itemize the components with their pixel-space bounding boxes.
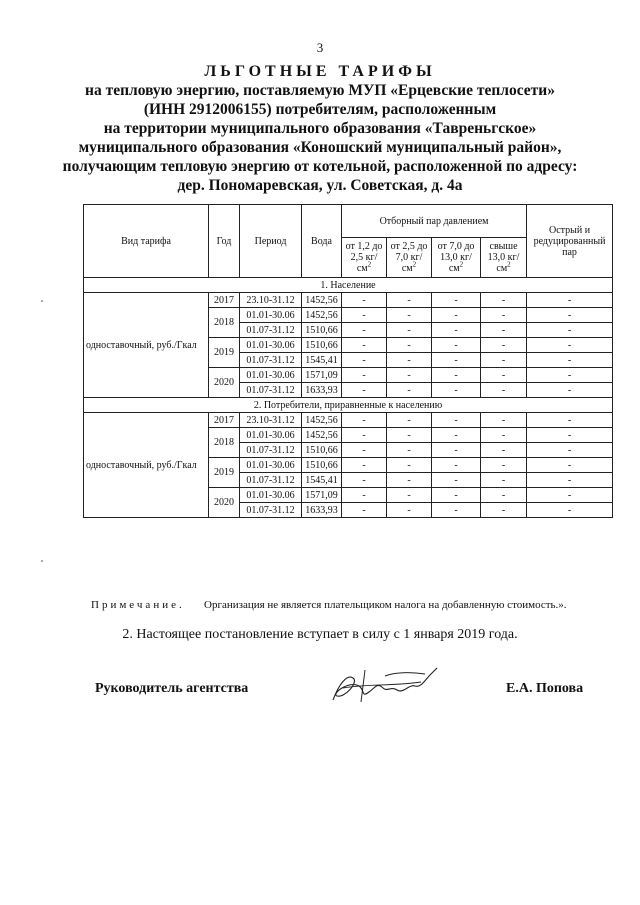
value-cell: - [432, 368, 481, 383]
value-cell: - [432, 443, 481, 458]
value-cell: - [527, 443, 613, 458]
water-cell: 1510,66 [302, 458, 342, 473]
value-cell: - [432, 503, 481, 518]
water-cell: 1545,41 [302, 353, 342, 368]
value-cell: - [527, 428, 613, 443]
value-cell: - [481, 323, 527, 338]
value-cell: - [432, 338, 481, 353]
tariff-type-cell: одноставочный, руб./Гкал [84, 293, 209, 398]
decree-text: 2. Настоящее постановление вступает в силу с 1 января 2019 года. [122, 627, 518, 642]
value-cell: - [432, 428, 481, 443]
header-tariff-type: Вид тарифа [84, 205, 209, 278]
water-cell: 1452,56 [302, 413, 342, 428]
year-cell: 2019 [209, 458, 240, 488]
value-cell: - [387, 458, 432, 473]
value-cell: - [387, 473, 432, 488]
steam-unit-sup: 2 [412, 260, 417, 269]
value-cell: - [481, 428, 527, 443]
water-cell: 1571,09 [302, 488, 342, 503]
steam-range: свыше 13,0 [487, 241, 518, 263]
value-cell: - [481, 293, 527, 308]
header-water: Вода [302, 205, 342, 278]
year-cell: 2020 [209, 368, 240, 398]
water-cell: 1452,56 [302, 293, 342, 308]
year-cell: 2017 [209, 293, 240, 308]
value-cell: - [342, 488, 387, 503]
water-cell: 1571,09 [302, 368, 342, 383]
table-row [84, 293, 613, 308]
section-title: 2. Потребители, приравненные к населению [84, 398, 613, 413]
value-cell: - [527, 383, 613, 398]
steam-unit: кг/см [496, 252, 520, 274]
value-cell: - [527, 353, 613, 368]
value-cell: - [387, 368, 432, 383]
title-line: дер. Пономаревская, ул. Советская, д. 4а [177, 177, 463, 194]
period-cell: 01.01-30.06 [240, 458, 302, 473]
value-cell: - [432, 323, 481, 338]
value-cell: - [387, 428, 432, 443]
tariffs-table [83, 204, 613, 518]
value-cell: - [527, 488, 613, 503]
steam-range: от 2,5 до 7,0 [390, 241, 428, 263]
value-cell: - [387, 308, 432, 323]
water-cell: 1510,66 [302, 338, 342, 353]
value-cell: - [342, 368, 387, 383]
steam-unit: кг/см [356, 252, 378, 274]
period-cell: 01.01-30.06 [240, 338, 302, 353]
header-steam-col [432, 238, 481, 278]
value-cell: - [527, 458, 613, 473]
title-line: на тепловую энергию, поставляемую МУП «Ерцевские теплосети» [85, 82, 555, 99]
water-cell: 1510,66 [302, 443, 342, 458]
margin-mark [41, 300, 43, 302]
note-label: Примечание. [91, 599, 185, 611]
water-cell: 1510,66 [302, 323, 342, 338]
header-steam-group: Отборный пар давлением [342, 205, 527, 238]
value-cell: - [342, 353, 387, 368]
tariff-type-cell: одноставочный, руб./Гкал [84, 413, 209, 518]
value-cell: - [387, 383, 432, 398]
value-cell: - [342, 293, 387, 308]
section-row [84, 278, 613, 293]
value-cell: - [527, 368, 613, 383]
year-cell: 2020 [209, 488, 240, 518]
header-steam-col [342, 238, 387, 278]
value-cell: - [342, 458, 387, 473]
steam-unit-sup: 2 [459, 260, 464, 269]
value-cell: - [387, 338, 432, 353]
value-cell: - [432, 458, 481, 473]
value-cell: - [342, 338, 387, 353]
value-cell: - [342, 413, 387, 428]
section-title: 1. Население [84, 278, 613, 293]
value-cell: - [387, 443, 432, 458]
period-cell: 01.07-31.12 [240, 503, 302, 518]
value-cell: - [481, 368, 527, 383]
value-cell: - [481, 473, 527, 488]
water-cell: 1452,56 [302, 428, 342, 443]
table-row [84, 413, 613, 428]
period-cell: 01.01-30.06 [240, 308, 302, 323]
value-cell: - [527, 413, 613, 428]
value-cell: - [527, 323, 613, 338]
title-line: муниципального образования «Коношский муниципальный район», [78, 139, 562, 156]
value-cell: - [387, 293, 432, 308]
value-cell: - [481, 413, 527, 428]
header-period: Период [240, 205, 302, 278]
value-cell: - [527, 473, 613, 488]
header-year: Год [209, 205, 240, 278]
note-text: Организация не является плательщиком налога на добавленную стоимость.». [204, 599, 567, 611]
water-cell: 1633,93 [302, 503, 342, 518]
header-steam-col [481, 238, 527, 278]
value-cell: - [432, 473, 481, 488]
value-cell: - [342, 383, 387, 398]
period-cell: 01.07-31.12 [240, 443, 302, 458]
value-cell: - [481, 503, 527, 518]
period-cell: 01.01-30.06 [240, 428, 302, 443]
period-cell: 23.10-31.12 [240, 293, 302, 308]
value-cell: - [342, 323, 387, 338]
water-cell: 1452,56 [302, 308, 342, 323]
steam-unit: кг/см [448, 252, 472, 274]
signatory-name: Е.А. Попова [506, 681, 584, 696]
title-main: ЛЬГОТНЫЕ ТАРИФЫ [204, 63, 436, 80]
water-cell: 1633,93 [302, 383, 342, 398]
value-cell: - [481, 383, 527, 398]
page-number: 3 [316, 40, 324, 55]
value-cell: - [432, 383, 481, 398]
period-cell: 01.07-31.12 [240, 383, 302, 398]
value-cell: - [527, 293, 613, 308]
steam-range: от 1,2 до 2,5 [345, 241, 383, 263]
header-steam-col [387, 238, 432, 278]
value-cell: - [387, 323, 432, 338]
value-cell: - [481, 443, 527, 458]
value-cell: - [342, 473, 387, 488]
value-cell: - [432, 308, 481, 323]
section-row [84, 398, 613, 413]
header-row [84, 205, 613, 238]
value-cell: - [342, 308, 387, 323]
value-cell: - [432, 413, 481, 428]
signatory-position: Руководитель агентства [95, 681, 249, 696]
year-cell: 2018 [209, 428, 240, 458]
year-cell: 2018 [209, 308, 240, 338]
value-cell: - [387, 353, 432, 368]
title-line: на территории муниципального образования «Тавреньгское» [103, 120, 537, 137]
steam-unit-sup: 2 [507, 260, 511, 269]
water-cell: 1545,41 [302, 473, 342, 488]
steam-unit-sup: 2 [367, 260, 372, 269]
header-sharp-steam: Острый и редуцированный пар [527, 205, 613, 278]
note [91, 599, 621, 611]
handwritten-signature [325, 662, 455, 712]
value-cell: - [481, 308, 527, 323]
steam-range: от 7,0 до 13,0 [437, 241, 475, 263]
year-cell: 2019 [209, 338, 240, 368]
title-line: получающим тепловую энергию от котельной, расположенной по адресу: [62, 158, 578, 175]
title-line: (ИНН 2912006155) потребителям, расположенным [143, 101, 497, 118]
year-cell: 2017 [209, 413, 240, 428]
value-cell: - [481, 458, 527, 473]
value-cell: - [387, 413, 432, 428]
period-cell: 01.01-30.06 [240, 488, 302, 503]
value-cell: - [432, 353, 481, 368]
period-cell: 23.10-31.12 [240, 413, 302, 428]
value-cell: - [432, 488, 481, 503]
value-cell: - [481, 353, 527, 368]
period-cell: 01.07-31.12 [240, 353, 302, 368]
value-cell: - [527, 338, 613, 353]
value-cell: - [342, 428, 387, 443]
steam-unit: кг/см [401, 252, 423, 274]
value-cell: - [527, 503, 613, 518]
period-cell: 01.07-31.12 [240, 323, 302, 338]
period-cell: 01.01-30.06 [240, 368, 302, 383]
margin-mark [41, 560, 43, 562]
value-cell: - [387, 503, 432, 518]
document-title [0, 62, 640, 195]
value-cell: - [387, 488, 432, 503]
value-cell: - [481, 488, 527, 503]
value-cell: - [342, 443, 387, 458]
value-cell: - [481, 338, 527, 353]
value-cell: - [527, 308, 613, 323]
value-cell: - [342, 503, 387, 518]
period-cell: 01.07-31.12 [240, 473, 302, 488]
value-cell: - [432, 293, 481, 308]
